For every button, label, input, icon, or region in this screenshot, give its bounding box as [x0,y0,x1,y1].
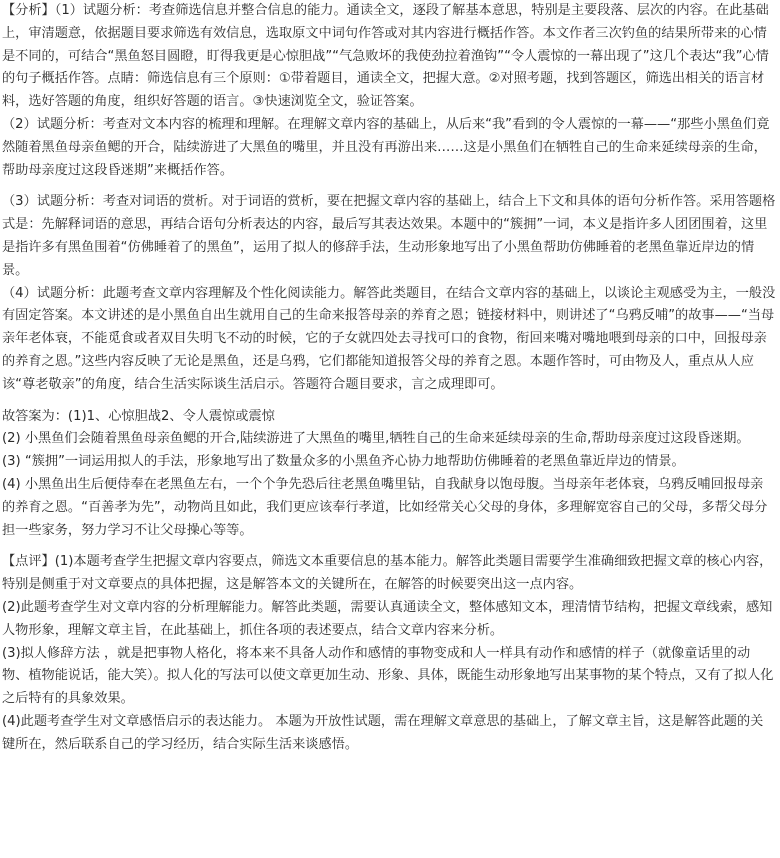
spacer [2,182,776,191]
analysis-part-3: （3）试题分析：考查对词语的赏析。对于词语的赏析，要在把握文章内容的基础上，结合上下文和具体的语句分析作答。采用答题格式是：先解释词语的意思，再结合语句分析表达的内容，最后写其表达效果。本题中的“簇拥”一词，本义是指许多人团团围着，这里是指许多有黑鱼围着“仿佛睡着了的黑鱼”，运用了拟人的修辞手法，生动形象地写出了小黑鱼帮助仿佛睡着的老黑鱼靠近岸边的情景。 [2,194,776,278]
answer-line-4: (4) 小黑鱼出生后便侍奉在老黑鱼左右，一个个争先恐后往老黑鱼嘴里钻，自我献身以饱母腹。当母亲年老体衰，乌鸦反哺回报母亲的养育之恩。“百善孝为先”，动物尚且如此，我们更应该奉行孝道，比如经常关心父母的身体，多理解宽容自己的父母，多帮父母分担一些家务，努力学习不让父母操心等等。 [2,476,768,538]
spacer [2,542,776,551]
comment-line-4: (4)此题考查学生对文章感悟启示的表达能力。 本题为开放性试题，需在理解文章意思的基础上，了解文章主旨，这是解答此题的关键所在，然后联系自己的学习经历，结合实际生活来谈感悟。 [2,713,764,752]
comment-line-3: (3)拟人修辞方法 ，就是把事物人格化，将本来不具备人动作和感情的事物变成和人一样具有动作和感情的样子（就像童话里的动物、植物能说话，能大笑）。拟人化的写法可以使文章更加生动、形象、具体，既能生动形象地写出某事物的某个特点，又有了拟人化之后特有的具象效果。 [2,645,774,707]
answer-line-1: 故答案为：(1)1、心惊胆战2、令人震惊或震惊 [2,408,275,424]
comment-line-2: (2)此题考查学生对文章内容的分析理解能力。解答此类题，需要认真通读全文，整体感知文本，理清情节结构，把握文章线索，感知人物形象，理解文章主旨，在此基础上，抓住各项的表述要点，结合文章内容来分析。 [2,599,773,638]
analysis-part-1: 【分析】（1）试题分析：考查筛选信息并整合信息的能力。通读全文，逐段了解基本意思，特别是主要段落、层次的内容。在此基础上，审清题意，依据题目要求筛选有效信息，选取原文中词句作答或对其内容进行概括作答。本文作者三次钓鱼的结果所带来的心情是不同的，可结合“黑鱼怒目圆瞪，盯得我更是心惊胆战”“气急败坏的我使劲拉着渔钩”“令人震惊的一幕出现了”这几个表达“我”心情的句子概括作答。点睛：筛选信息有三个原则：①带着题目，通读全文，把握大意。②对照考题，找到答题区，筛选出相关的语言材料，选好答题的角度，组织好答题的语言。③快速浏览全文，验证答案。 [2,3,769,110]
comment-line-1: 【点评】(1)本题考查学生把握文章内容要点，筛选文本重要信息的基本能力。解答此类题目需要学生准确细致把握文章的核心内容，特别是侧重于对文章要点的具体把握，这是解答本文的关键所在，在解答的时候要突出这一点内容。 [2,554,773,593]
analysis-part-4: （4）试题分析：此题考查文章内容理解及个性化阅读能力。解答此类题目，在结合文章内容的基础上，以谈论主观感受为主，一般没有固定答案。本文讲述的是小黑鱼自出生就用自己的生命来报答母亲的养育之恩；链接材料中，则讲述了“乌鸦反哺”的故事——“当母亲年老体衰，不能觅食或者双目失明飞不动的时候，它的子女就四处去寻找可口的食物，衔回来嘴对嘴地喂到母亲的口中，回报母亲的养育之恩。”这些内容反映了无论是黑鱼，还是乌鸦，它们都能知道报答父母的养育之恩。本题作答时，可由物及人，重点从人应该“尊老敬亲”的角度，结合生活实际谈生活启示。答题符合题目要求，言之成理即可。 [2,285,776,392]
answer-line-3: (3) “簇拥”一词运用拟人的手法，形象地写出了数量众多的小黑鱼齐心协力地帮助仿佛睡着的老黑鱼靠近岸边的情景。 [2,454,685,470]
answer-line-2: (2) 小黑鱼们会随着黑鱼母亲鱼鳃的开合,陆续游进了大黑鱼的嘴里,牺牲自己的生命来延续母亲的生命,帮助母亲度过这段昏迷期。 [2,431,750,447]
spacer [2,397,776,406]
analysis-part-2: （2）试题分析：考查对文本内容的梳理和理解。在理解文章内容的基础上，从后来“我”看到的令人震惊的一幕——“那些小黑鱼们竟然随着黑鱼母亲鱼鳃的开合，陆续游进了大黑鱼的嘴里，并且没有再游出来……这是小黑鱼们在牺牲自己的生命来延续母亲的生命，帮助母亲度过这段昏迷期”来概括作答。 [2,116,770,178]
